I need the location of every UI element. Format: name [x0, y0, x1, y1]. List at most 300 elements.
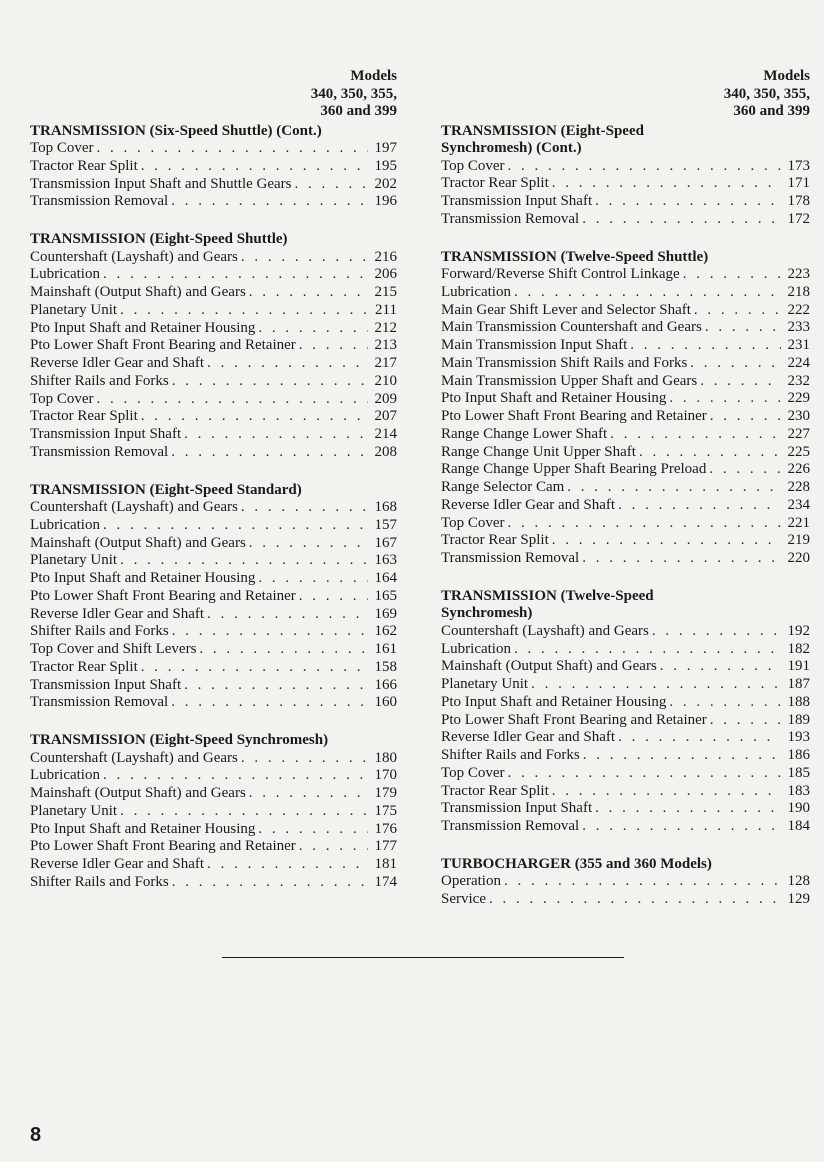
- entry-label: Shifter Rails and Forks: [30, 372, 169, 389]
- entry-label: Transmission Removal: [30, 694, 169, 711]
- dot-leader: [172, 373, 368, 391]
- dot-leader: [97, 391, 368, 409]
- dot-leader: [504, 873, 781, 891]
- dot-leader: [207, 856, 368, 874]
- entry-page-number: 178: [787, 193, 810, 209]
- toc-entry[interactable]: [441, 891, 810, 909]
- toc-entry[interactable]: [441, 623, 810, 641]
- toc-entry[interactable]: [30, 499, 397, 517]
- entry-page-number: 225: [787, 443, 810, 460]
- toc-entry[interactable]: [441, 873, 810, 891]
- entry-page-number: 224: [787, 354, 810, 371]
- toc-entry[interactable]: [441, 550, 810, 568]
- toc-entry[interactable]: [30, 408, 397, 426]
- entry-page-number: 188: [787, 693, 810, 710]
- entry-page-number: 168: [374, 499, 397, 515]
- toc-entry[interactable]: [441, 479, 810, 497]
- entry-page-number: 182: [787, 640, 810, 657]
- dot-leader: [709, 461, 781, 479]
- dot-leader: [660, 658, 781, 676]
- dot-leader: [669, 694, 781, 712]
- entry-page-number: 209: [374, 390, 397, 407]
- dot-leader: [508, 515, 781, 533]
- dot-leader: [652, 623, 781, 641]
- entry-label: Mainshaft (Output Shaft) and Gears: [30, 785, 246, 801]
- entry-page-number: 179: [374, 785, 397, 801]
- toc-entry[interactable]: [441, 426, 810, 444]
- toc-entry[interactable]: [30, 785, 397, 803]
- toc-entry[interactable]: [441, 175, 810, 193]
- entry-page-number: 170: [374, 767, 397, 784]
- dot-leader: [120, 803, 368, 821]
- toc-entry[interactable]: [441, 712, 810, 730]
- entry-label: Planetary Unit: [30, 301, 118, 318]
- entry-label: Operation: [441, 873, 501, 890]
- dot-leader: [610, 426, 781, 444]
- entry-label: Pto Lower Shaft Front Bearing and Retainer: [441, 408, 707, 424]
- entry-page-number: 220: [787, 550, 810, 566]
- entry-page-number: 162: [374, 623, 397, 640]
- section-title-line: TRANSMISSION (Twelve-Speed Shuttle): [441, 248, 709, 265]
- entry-page-number: 161: [374, 641, 397, 657]
- dot-leader: [171, 694, 368, 712]
- entry-label: Reverse Idler Gear and Shaft: [441, 729, 616, 746]
- toc-section: [441, 123, 810, 229]
- entry-page-number: 210: [374, 372, 397, 389]
- dot-leader: [552, 783, 781, 801]
- entry-label: Tractor Rear Split: [30, 658, 138, 675]
- left-section-list: [30, 123, 397, 892]
- models-header-right: Models 340, 350, 355, 360 and 399: [723, 68, 810, 119]
- dot-leader: [207, 355, 368, 373]
- entry-label: Reverse Idler Gear and Shaft: [30, 856, 205, 872]
- toc-entry[interactable]: [30, 588, 397, 606]
- toc-entry[interactable]: [30, 856, 397, 874]
- entry-page-number: 172: [787, 210, 810, 227]
- dot-leader: [241, 750, 368, 768]
- entry-page-number: 193: [787, 729, 810, 746]
- entry-page-number: 223: [787, 266, 810, 282]
- entry-page-number: 222: [787, 301, 810, 318]
- entry-page-number: 217: [374, 355, 397, 371]
- entry-page-number: 173: [787, 157, 810, 174]
- toc-entry[interactable]: [30, 266, 397, 284]
- entry-page-number: 176: [374, 820, 397, 837]
- dot-leader: [595, 800, 781, 818]
- entry-page-number: 216: [374, 248, 397, 265]
- dot-leader: [258, 320, 368, 338]
- right-section-list: [441, 123, 810, 909]
- entry-page-number: 202: [374, 175, 397, 192]
- entry-page-number: 195: [374, 157, 397, 174]
- entry-label: Transmission Removal: [30, 193, 169, 210]
- dot-leader: [690, 355, 781, 373]
- dot-leader: [299, 337, 368, 355]
- entry-label: Transmission Input Shaft: [441, 800, 593, 817]
- entry-label: Main Transmission Input Shaft: [441, 337, 628, 353]
- entry-label: Transmission Removal: [30, 443, 169, 460]
- dot-leader: [489, 891, 781, 909]
- entry-page-number: 167: [374, 534, 397, 551]
- entry-page-number: 233: [787, 319, 810, 336]
- entry-page-number: 206: [374, 266, 397, 283]
- entry-label: Transmission Removal: [441, 210, 580, 227]
- dot-leader: [103, 767, 368, 785]
- entry-label: Top Cover: [441, 764, 505, 781]
- entry-page-number: 165: [374, 587, 397, 604]
- toc-entry[interactable]: [30, 641, 397, 659]
- entry-label: Mainshaft (Output Shaft) and Gears: [30, 534, 246, 551]
- entry-label: Range Selector Cam: [441, 479, 565, 495]
- entry-label: Pto Input Shaft and Retainer Housing: [441, 390, 667, 407]
- divider-rule: [222, 957, 624, 958]
- left-column: [30, 68, 397, 912]
- dot-leader: [258, 821, 368, 839]
- toc-entry[interactable]: [441, 302, 810, 320]
- entry-label: Mainshaft (Output Shaft) and Gears: [441, 658, 657, 675]
- entry-label: Transmission Input Shaft: [441, 193, 593, 209]
- entry-page-number: 211: [375, 301, 397, 318]
- toc-entry[interactable]: [30, 694, 397, 712]
- entry-label: Range Change Upper Shaft Bearing Preload: [441, 461, 707, 478]
- toc-entry[interactable]: [441, 658, 810, 676]
- entry-page-number: 174: [374, 873, 397, 890]
- toc-entry[interactable]: [441, 783, 810, 801]
- dot-leader: [710, 712, 781, 730]
- dot-leader: [249, 284, 368, 302]
- entry-page-number: 192: [787, 622, 810, 639]
- toc-entry[interactable]: [30, 176, 397, 194]
- entry-page-number: 175: [374, 802, 397, 819]
- entry-label: Pto Lower Shaft Front Bearing and Retainer: [30, 337, 296, 354]
- entry-label: Reverse Idler Gear and Shaft: [30, 355, 205, 371]
- dot-leader: [710, 408, 781, 426]
- entry-label: Top Cover and Shift Levers: [30, 641, 197, 657]
- entry-label: Pto Input Shaft and Retainer Housing: [30, 820, 256, 837]
- entry-label: Main Transmission Upper Shaft and Gears: [441, 372, 698, 389]
- toc-entry[interactable]: [30, 337, 397, 355]
- entry-page-number: 164: [374, 570, 397, 586]
- toc-entry[interactable]: [441, 818, 810, 836]
- dot-leader: [582, 211, 781, 229]
- dot-leader: [514, 284, 781, 302]
- dot-leader: [639, 444, 781, 462]
- toc-entry[interactable]: [30, 193, 397, 211]
- entry-label: Transmission Input Shaft: [30, 426, 182, 442]
- dot-leader: [630, 337, 781, 355]
- entry-page-number: 177: [374, 838, 397, 855]
- entry-label: Range Change Unit Upper Shaft: [441, 443, 636, 460]
- section-title: [441, 588, 810, 623]
- section-title: [441, 123, 810, 158]
- dot-leader: [103, 266, 368, 284]
- dot-leader: [171, 193, 368, 211]
- section-title-line: TURBOCHARGER (355 and 360 Models): [441, 855, 712, 872]
- entry-page-number: 218: [787, 283, 810, 300]
- dot-leader: [582, 818, 781, 836]
- dot-leader: [618, 729, 781, 747]
- toc-entry[interactable]: [30, 570, 397, 588]
- entry-page-number: 163: [374, 552, 397, 569]
- entry-label: Pto Input Shaft and Retainer Housing: [30, 570, 256, 586]
- entry-page-number: 129: [787, 891, 810, 907]
- dot-leader: [567, 479, 781, 497]
- entry-page-number: 183: [787, 782, 810, 799]
- entry-page-number: 197: [374, 140, 397, 156]
- entry-label: Lubrication: [441, 283, 511, 300]
- entry-label: Lubrication: [30, 516, 100, 533]
- entry-page-number: 169: [374, 605, 397, 622]
- dot-leader: [141, 408, 368, 426]
- entry-page-number: 221: [787, 514, 810, 531]
- entry-label: Transmission Input Shaft and Shuttle Gears: [30, 175, 292, 192]
- section-title: TRANSMISSION (Six-Speed Shuttle) (Cont.): [30, 122, 322, 139]
- entry-page-number: 158: [374, 658, 397, 675]
- entry-label: Countershaft (Layshaft) and Gears: [441, 622, 649, 639]
- entry-label: Tractor Rear Split: [30, 157, 138, 174]
- dot-leader: [207, 606, 368, 624]
- entry-label: Lubrication: [30, 767, 100, 784]
- entry-label: Countershaft (Layshaft) and Gears: [30, 749, 238, 766]
- page-number: 8: [30, 1124, 42, 1146]
- entry-page-number: 226: [787, 461, 810, 478]
- toc-section: [30, 231, 397, 462]
- toc-entry[interactable]: [441, 729, 810, 747]
- entry-label: Top Cover: [441, 514, 505, 531]
- entry-label: Shifter Rails and Forks: [30, 623, 169, 640]
- section-title-line: TRANSMISSION (Eight-Speed: [441, 122, 644, 139]
- toc-entry[interactable]: [30, 355, 397, 373]
- toc-entry[interactable]: [30, 659, 397, 677]
- entry-label: Tractor Rear Split: [441, 532, 549, 549]
- dot-leader: [514, 641, 781, 659]
- entry-page-number: 215: [374, 284, 397, 300]
- entry-label: Planetary Unit: [30, 802, 118, 819]
- dot-leader: [299, 588, 368, 606]
- dot-leader: [552, 532, 781, 550]
- section-title-line: Synchromesh): [441, 605, 533, 622]
- entry-page-number: 207: [374, 408, 397, 425]
- dot-leader: [171, 444, 368, 462]
- dot-leader: [184, 426, 368, 444]
- entry-page-number: 185: [787, 764, 810, 781]
- toc-section: [30, 482, 397, 713]
- dot-leader: [583, 747, 781, 765]
- toc-entry[interactable]: [441, 355, 810, 373]
- entry-page-number: 160: [374, 694, 397, 711]
- toc-entry[interactable]: [30, 158, 397, 176]
- entry-label: Pto Input Shaft and Retainer Housing: [441, 693, 667, 710]
- entry-page-number: 181: [374, 856, 397, 872]
- entry-label: Transmission Removal: [441, 818, 580, 834]
- entry-label: Planetary Unit: [441, 676, 529, 692]
- toc-entry[interactable]: [30, 767, 397, 785]
- entry-label: Shifter Rails and Forks: [441, 747, 580, 763]
- entry-page-number: 171: [787, 175, 810, 192]
- entry-page-number: 232: [787, 372, 810, 389]
- dot-leader: [241, 499, 368, 517]
- dot-leader: [97, 140, 368, 158]
- section-title: TRANSMISSION (Eight-Speed Synchromesh): [30, 732, 329, 748]
- entry-label: Forward/Reverse Shift Control Linkage: [441, 266, 680, 282]
- toc-entry[interactable]: [441, 641, 810, 659]
- dot-leader: [172, 874, 368, 892]
- entry-page-number: 180: [374, 749, 397, 766]
- toc-entry[interactable]: [30, 750, 397, 768]
- entry-page-number: 189: [787, 711, 810, 728]
- entry-label: Range Change Lower Shaft: [441, 425, 608, 442]
- toc-entry[interactable]: [441, 444, 810, 462]
- dot-leader: [531, 676, 781, 694]
- toc-entry[interactable]: [441, 765, 810, 783]
- toc-entry[interactable]: [441, 373, 810, 391]
- toc-entry[interactable]: [30, 373, 397, 391]
- entry-label: Planetary Unit: [30, 552, 118, 569]
- toc-entry[interactable]: [441, 694, 810, 712]
- entry-label: Shifter Rails and Forks: [30, 873, 169, 890]
- section-title: [441, 249, 810, 267]
- entry-label: Top Cover: [441, 157, 505, 174]
- entry-page-number: 166: [374, 676, 397, 693]
- toc-entry[interactable]: [441, 497, 810, 515]
- entry-label: Top Cover: [30, 140, 94, 156]
- dot-leader: [141, 158, 368, 176]
- toc-entry[interactable]: [30, 249, 397, 267]
- toc-entry[interactable]: [441, 158, 810, 176]
- toc-entry[interactable]: [30, 623, 397, 641]
- toc-entry[interactable]: [441, 532, 810, 550]
- entry-label: Transmission Removal: [441, 550, 580, 566]
- toc-entry[interactable]: [30, 517, 397, 535]
- toc-entry[interactable]: [30, 426, 397, 444]
- toc-entry[interactable]: [30, 552, 397, 570]
- entry-label: Lubrication: [441, 640, 511, 657]
- entry-page-number: 214: [374, 426, 397, 442]
- entry-label: Top Cover: [30, 390, 94, 407]
- dot-leader: [618, 497, 781, 515]
- toc-entry[interactable]: [30, 838, 397, 856]
- toc-entry[interactable]: [30, 821, 397, 839]
- dot-leader: [700, 373, 781, 391]
- entry-label: Countershaft (Layshaft) and Gears: [30, 248, 238, 265]
- dot-leader: [184, 677, 368, 695]
- entry-label: Pto Lower Shaft Front Bearing and Retainer: [441, 711, 707, 728]
- entry-page-number: 196: [374, 193, 397, 210]
- toc-entry[interactable]: [441, 211, 810, 229]
- toc-entry[interactable]: [441, 800, 810, 818]
- entry-label: Reverse Idler Gear and Shaft: [30, 605, 205, 622]
- entry-page-number: 186: [787, 747, 810, 763]
- dot-leader: [199, 641, 368, 659]
- toc-entry[interactable]: [441, 461, 810, 479]
- toc-entry[interactable]: [441, 337, 810, 355]
- entry-page-number: 157: [374, 516, 397, 533]
- entry-page-number: 219: [787, 532, 810, 549]
- dot-leader: [141, 659, 368, 677]
- dot-leader: [103, 517, 368, 535]
- toc-entry[interactable]: [441, 390, 810, 408]
- entry-page-number: 229: [787, 390, 810, 407]
- entry-page-number: 228: [787, 479, 810, 495]
- section-title-line: Synchromesh) (Cont.): [441, 140, 582, 156]
- dot-leader: [582, 550, 781, 568]
- entry-label: Main Transmission Countershaft and Gears: [441, 319, 702, 336]
- entry-label: Lubrication: [30, 266, 100, 283]
- toc-entry[interactable]: [441, 319, 810, 337]
- toc-section: [441, 249, 810, 568]
- dot-leader: [705, 319, 781, 337]
- toc-entry[interactable]: [30, 606, 397, 624]
- toc-entry[interactable]: [30, 391, 397, 409]
- toc-entry[interactable]: [441, 193, 810, 211]
- entry-page-number: 213: [374, 337, 397, 354]
- entry-page-number: 184: [787, 818, 810, 834]
- toc-entry[interactable]: [30, 302, 397, 320]
- entry-label: Main Transmission Shift Rails and Forks: [441, 354, 688, 371]
- toc-entry[interactable]: [30, 320, 397, 338]
- entry-page-number: 231: [787, 337, 810, 353]
- entry-label: Tractor Rear Split: [441, 782, 549, 799]
- entry-page-number: 187: [787, 676, 810, 692]
- toc-entry[interactable]: [30, 677, 397, 695]
- entry-label: Transmission Input Shaft: [30, 676, 182, 693]
- dot-leader: [595, 193, 781, 211]
- toc-entry[interactable]: [30, 535, 397, 553]
- dot-leader: [249, 535, 368, 553]
- dot-leader: [694, 302, 781, 320]
- section-title: TRANSMISSION (Eight-Speed Standard): [30, 481, 302, 498]
- toc-section: [441, 856, 810, 909]
- entry-page-number: 191: [787, 658, 810, 675]
- models-header-left: Models 340, 350, 355, 360 and 399: [310, 68, 397, 119]
- entry-label: Main Gear Shift Lever and Selector Shaft: [441, 301, 691, 318]
- toc-entry[interactable]: [30, 284, 397, 302]
- toc-section: [30, 732, 397, 892]
- dot-leader: [683, 266, 781, 284]
- entry-page-number: 190: [787, 800, 810, 817]
- right-column: [441, 68, 810, 929]
- entry-page-number: 212: [374, 319, 397, 336]
- toc-entry[interactable]: [30, 874, 397, 892]
- dot-leader: [295, 176, 368, 194]
- toc-entry[interactable]: [30, 444, 397, 462]
- dot-leader: [552, 175, 781, 193]
- entry-label: Pto Lower Shaft Front Bearing and Retainer: [30, 587, 296, 604]
- toc-entry[interactable]: [30, 803, 397, 821]
- entry-label: Reverse Idler Gear and Shaft: [441, 496, 616, 513]
- section-title-line: TRANSMISSION (Twelve-Speed: [441, 587, 654, 604]
- dot-leader: [258, 570, 368, 588]
- entry-label: Mainshaft (Output Shaft) and Gears: [30, 284, 246, 300]
- dot-leader: [508, 158, 781, 176]
- entry-label: Pto Input Shaft and Retainer Housing: [30, 319, 256, 336]
- toc-entry[interactable]: [441, 676, 810, 694]
- toc-entry[interactable]: [441, 408, 810, 426]
- dot-leader: [249, 785, 368, 803]
- toc-entry[interactable]: [441, 266, 810, 284]
- entry-page-number: 227: [787, 425, 810, 442]
- dot-leader: [508, 765, 781, 783]
- dot-leader: [241, 249, 368, 267]
- entry-label: Pto Lower Shaft Front Bearing and Retainer: [30, 838, 296, 855]
- toc-entry[interactable]: [441, 747, 810, 765]
- toc-entry[interactable]: [30, 140, 397, 158]
- entry-label: Tractor Rear Split: [30, 408, 138, 425]
- dot-leader: [669, 390, 781, 408]
- toc-entry[interactable]: [441, 515, 810, 533]
- section-title: [441, 856, 810, 874]
- toc-entry[interactable]: [441, 284, 810, 302]
